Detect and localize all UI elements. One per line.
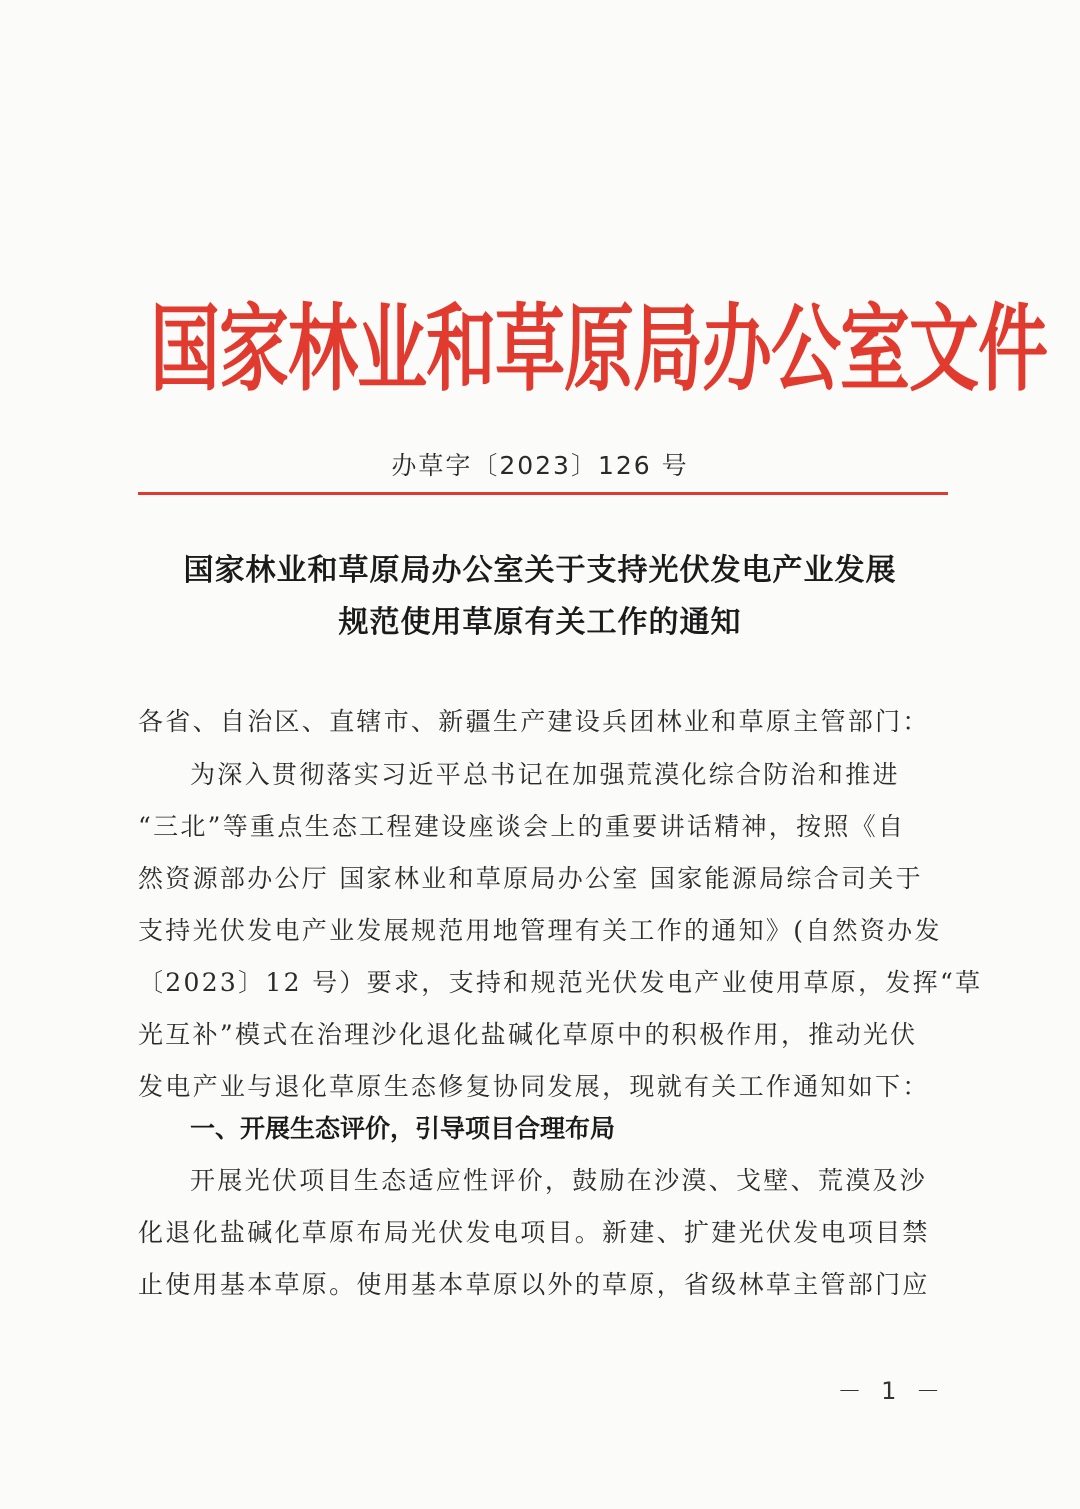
section-1-heading: 一、开展生态评价，引导项目合理布局 <box>190 1114 616 1143</box>
red-divider-line <box>138 492 948 495</box>
paragraph-1-line-3: 然资源部办公厅 国家林业和草原局办公室 国家能源局综合司关于 <box>138 864 923 893</box>
paragraph-1-line-4: 支持光伏发电产业发展规范用地管理有关工作的通知》(自然资办发 <box>138 916 942 945</box>
paragraph-1-line-2: “三北”等重点生态工程建设座谈会上的重要讲话精神，按照《自 <box>138 812 906 841</box>
paragraph-1-line-6: 光互补”模式在治理沙化退化盐碱化草原中的积极作用，推动光伏 <box>138 1020 918 1049</box>
paragraph-2-line-2: 化退化盐碱化草原布局光伏发电项目。新建、扩建光伏发电项目禁 <box>138 1218 930 1247</box>
document-number: 办草字〔2023〕126 号 <box>391 451 689 480</box>
paragraph-2-line-1: 开展光伏项目生态适应性评价，鼓励在沙漠、戈壁、荒漠及沙 <box>190 1166 928 1195</box>
salutation: 各省、自治区、直辖市、新疆生产建设兵团林业和草原主管部门： <box>138 707 930 736</box>
paragraph-1-line-5: 〔2023〕12 号）要求，支持和规范光伏发电产业使用草原，发挥“草 <box>138 968 983 997</box>
paragraph-1-line-7: 发电产业与退化草原生态修复协同发展，现就有关工作通知如下： <box>138 1072 930 1101</box>
masthead-title: 国家林业和草原局办公室文件 <box>150 293 1047 405</box>
document-title-line-1: 国家林业和草原局办公室关于支持光伏发电产业发展 <box>183 553 897 588</box>
document-title-line-2: 规范使用草原有关工作的通知 <box>338 605 742 640</box>
paragraph-1-line-1: 为深入贯彻落实习近平总书记在加强荒漠化综合防治和推进 <box>190 760 900 789</box>
page-number: － 1 － <box>837 1377 946 1405</box>
paragraph-2-line-3: 止使用基本草原。使用基本草原以外的草原，省级林草主管部门应 <box>138 1270 930 1299</box>
